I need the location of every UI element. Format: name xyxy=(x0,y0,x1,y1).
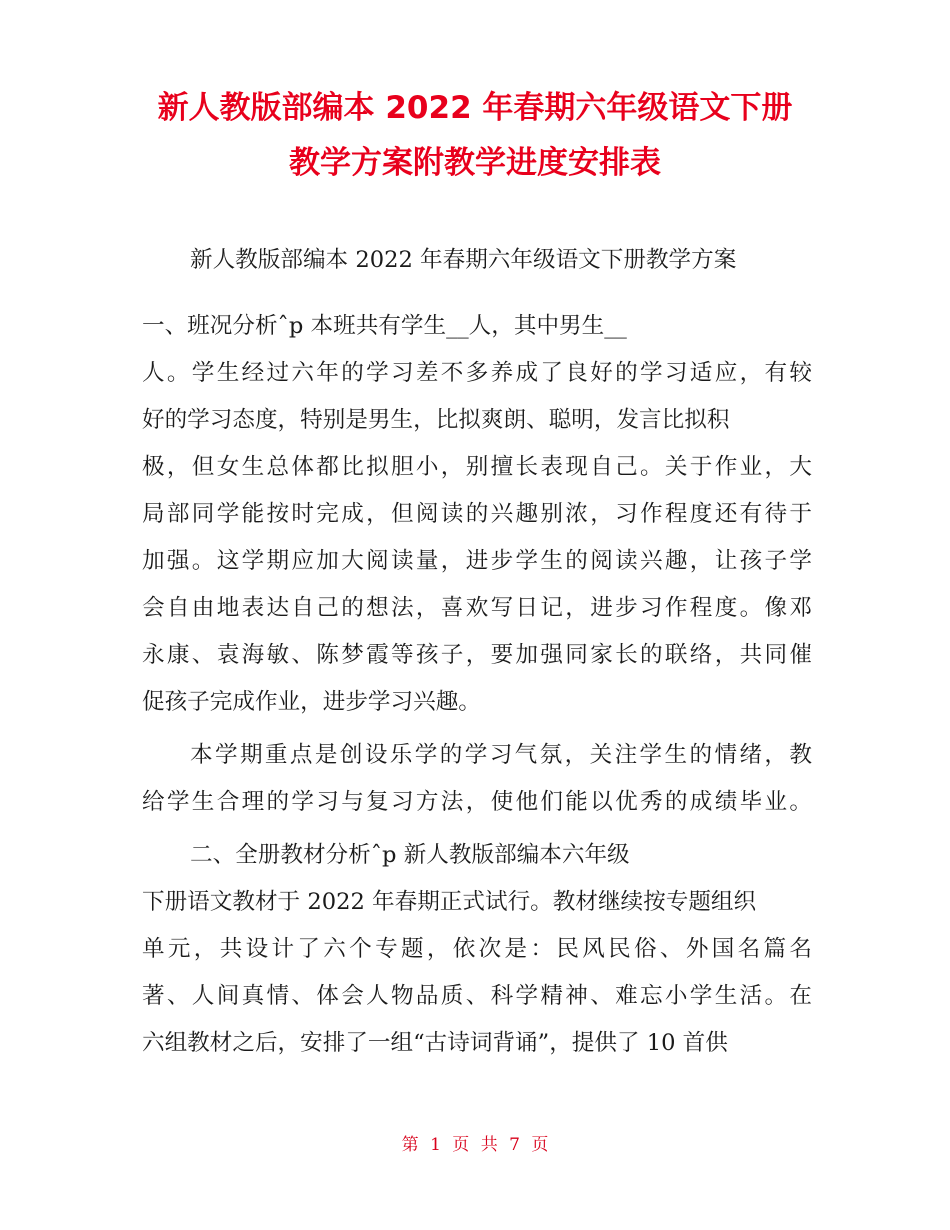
body-line: 六组教材之后，安排了一组“古诗词背诵”，提供了 10 首供 xyxy=(142,1030,728,1056)
page-footer: 第 1 页 共 7 页 xyxy=(401,1135,549,1155)
body-line: 一、班况分析ˆp 本班共有学生__人，其中男生__ xyxy=(142,313,627,339)
body-line: 本学期重点是创设乐学的学习气氛，关注学生的情绪，教 xyxy=(190,742,812,768)
body-line: 给学生合理的学习与复习方法，使他们能以优秀的成绩毕业。 xyxy=(142,789,812,815)
body-line: 会自由地表达自己的想法，喜欢写日记，进步习作程度。像邓 xyxy=(142,595,812,621)
body-line: 极，但女生总体都比拟胆小，别擅长表现自己。关于作业，大 xyxy=(142,454,812,480)
body-line: 人。学生经过六年的学习差不多养成了良好的学习适应，有较 xyxy=(142,360,812,386)
body-line: 永康、袁海敏、陈梦霞等孩子，要加强同家长的联络，共同催 xyxy=(142,642,812,668)
body-line: 局部同学能按时完成，但阅读的兴趣别浓，习作程度还有待于 xyxy=(142,501,812,527)
body-line: 好的学习态度，特别是男生，比拟爽朗、聪明，发言比拟积 xyxy=(142,407,730,433)
body-line: 下册语文教材于 2022 年春期正式试行。教材继续按专题组织 xyxy=(142,889,757,915)
body-line: 著、人间真情、体会人物品质、科学精神、难忘小学生活。在 xyxy=(142,983,812,1009)
document-title-line-2: 教学方案附教学进度安排表 xyxy=(289,145,661,181)
document-title-line-1: 新人教版部编本 2022 年春期六年级语文下册 xyxy=(157,90,793,126)
body-line: 单元，共设计了六个专题，依次是：民风民俗、外国名篇名 xyxy=(142,936,812,962)
body-line: 新人教版部编本 2022 年春期六年级语文下册教学方案 xyxy=(190,247,737,273)
body-line: 二、全册教材分析ˆp 新人教版部编本六年级 xyxy=(190,842,630,868)
body-line: 促孩子完成作业，进步学习兴趣。 xyxy=(142,689,481,715)
body-line: 加强。这学期应加大阅读量，进步学生的阅读兴趣，让孩子学 xyxy=(142,548,812,574)
